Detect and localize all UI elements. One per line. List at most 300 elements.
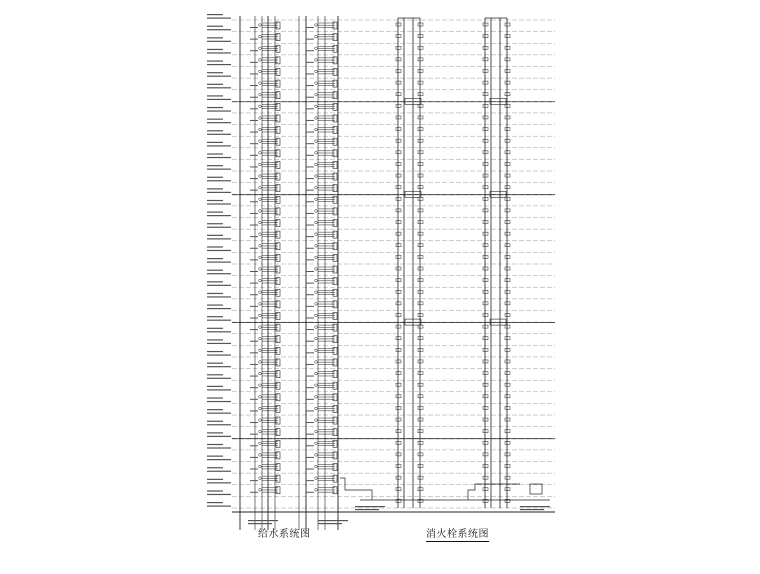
valve-symbol xyxy=(315,128,318,131)
valve-symbol xyxy=(315,140,318,143)
floor-tag xyxy=(207,258,223,259)
fire-hydrant-valve xyxy=(483,348,488,351)
fire-hydrant-valve xyxy=(418,488,423,491)
valve-symbol xyxy=(315,35,318,38)
fire-hydrant-valve xyxy=(505,348,510,351)
valve-symbol xyxy=(259,233,262,236)
fire-hydrant-valve xyxy=(418,221,423,224)
floor-elevation-tag xyxy=(207,308,231,309)
fire-hydrant-valve xyxy=(418,441,423,444)
fire-hydrant-valve xyxy=(483,395,488,398)
pipe-label xyxy=(250,329,258,330)
fire-hydrant-valve xyxy=(505,465,510,468)
fire-hydrant-valve xyxy=(396,209,401,212)
floor-tag xyxy=(207,72,223,73)
fire-hydrant-valve xyxy=(483,337,488,340)
fire-hydrant-valve xyxy=(418,325,423,328)
valve-symbol xyxy=(315,210,318,213)
fire-hydrant-valve xyxy=(505,325,510,328)
fire-hydrant-valve xyxy=(483,244,488,247)
pipe-label xyxy=(306,434,314,435)
floor-elevation-tag xyxy=(207,192,231,193)
fire-hydrant-valve xyxy=(396,221,401,224)
floor-elevation-tag xyxy=(207,482,231,483)
valve-symbol xyxy=(315,372,318,375)
water-inlet-pipe xyxy=(340,478,372,500)
valve-symbol xyxy=(259,361,262,364)
pipe-label xyxy=(306,492,314,493)
valve-symbol xyxy=(315,244,318,247)
floor-tag xyxy=(207,119,223,120)
fire-hydrant-valve xyxy=(418,372,423,375)
pipe-label xyxy=(250,364,258,365)
fire-hydrant-valve xyxy=(483,279,488,282)
pipe-label xyxy=(250,213,258,214)
floor-elevation-tag xyxy=(207,64,231,65)
pipe-label xyxy=(306,469,314,470)
pipe-label xyxy=(306,85,314,86)
fire-hydrant-valve xyxy=(418,23,423,26)
fire-hydrant-valve xyxy=(396,325,401,328)
valve-symbol xyxy=(315,70,318,73)
pipe-label xyxy=(306,248,314,249)
pipe-label xyxy=(250,236,258,237)
fire-hydrant-valve xyxy=(396,383,401,386)
floor-tag xyxy=(207,26,223,27)
fire-hydrant-valve xyxy=(483,418,488,421)
fire-hydrant-valve xyxy=(418,383,423,386)
pipe-label xyxy=(306,213,314,214)
pipe-label xyxy=(250,480,258,481)
fire-hydrant-valve xyxy=(396,418,401,421)
valve-symbol xyxy=(315,337,318,340)
floor-tag xyxy=(207,188,223,189)
fire-hydrant-valve xyxy=(418,93,423,96)
floor-elevation-tag xyxy=(207,87,231,88)
valve-symbol xyxy=(315,221,318,224)
pipe-label xyxy=(250,294,258,295)
floor-tag xyxy=(207,363,223,364)
pipe-label xyxy=(250,132,258,133)
floor-elevation-tag xyxy=(207,134,231,135)
valve-symbol xyxy=(315,419,318,422)
floor-tag xyxy=(207,386,223,387)
valve-symbol xyxy=(259,488,262,491)
fire-hydrant-valve xyxy=(505,104,510,107)
fire-hydrant-valve xyxy=(396,151,401,154)
valve-symbol xyxy=(315,396,318,399)
fire-hydrant-valve xyxy=(396,337,401,340)
fire-hydrant-valve xyxy=(396,186,401,189)
valve-symbol xyxy=(259,47,262,50)
floor-tag xyxy=(207,212,223,213)
floor-elevation-tag xyxy=(207,366,231,367)
pipe-label xyxy=(306,480,314,481)
pipe-label xyxy=(306,39,314,40)
fire-hydrant-valve xyxy=(483,406,488,409)
valve-symbol xyxy=(315,105,318,108)
pipe-label xyxy=(306,120,314,121)
fire-hydrant-valve xyxy=(483,488,488,491)
pipe-label xyxy=(306,108,314,109)
valve-symbol xyxy=(259,326,262,329)
floor-elevation-tag xyxy=(207,273,231,274)
valve-symbol xyxy=(315,198,318,201)
fire-hydrant-valve xyxy=(505,35,510,38)
fire-hydrant-valve xyxy=(505,453,510,456)
pipe-label xyxy=(250,39,258,40)
water-supply-diagram-title: 给水系统图 xyxy=(258,529,311,540)
pipe-label xyxy=(306,50,314,51)
valve-symbol xyxy=(315,430,318,433)
fire-hydrant-valve xyxy=(418,104,423,107)
fire-hydrant-valve xyxy=(396,232,401,235)
floor-tag xyxy=(207,246,223,247)
fire-hydrant-valve xyxy=(505,174,510,177)
valve-symbol xyxy=(315,303,318,306)
pipe-label xyxy=(250,50,258,51)
fire-hydrant-valve xyxy=(418,128,423,131)
pipe-label xyxy=(306,457,314,458)
fire-hydrant-valve xyxy=(396,430,401,433)
floor-elevation-tag xyxy=(207,18,231,19)
fire-hydrant-valve xyxy=(505,302,510,305)
fire-hydrant-valve xyxy=(505,23,510,26)
pipe-label xyxy=(306,259,314,260)
fire-hydrant-valve xyxy=(418,313,423,316)
pipe-label xyxy=(250,259,258,260)
fire-hydrant-valve xyxy=(483,313,488,316)
fire-hydrant-valve xyxy=(396,441,401,444)
floor-elevation-tag xyxy=(207,110,231,111)
fire-hydrant-valve xyxy=(505,279,510,282)
fire-hydrant-valve xyxy=(396,93,401,96)
valve-symbol xyxy=(315,47,318,50)
pipe-label xyxy=(250,376,258,377)
fire-hydrant-valve xyxy=(418,174,423,177)
valve-symbol xyxy=(259,35,262,38)
pump-connector-symbol xyxy=(530,484,542,494)
fire-hydrant-valve xyxy=(505,81,510,84)
pipe-label xyxy=(306,62,314,63)
pipe-label xyxy=(250,108,258,109)
fire-hydrant-valve xyxy=(396,267,401,270)
valve-symbol xyxy=(259,396,262,399)
fire-hydrant-valve xyxy=(418,58,423,61)
floor-tag xyxy=(207,37,223,38)
fire-hydrant-valve xyxy=(483,290,488,293)
floor-tag xyxy=(207,444,223,445)
floor-tag xyxy=(207,142,223,143)
fire-hydrant-valve xyxy=(418,35,423,38)
floor-tag xyxy=(207,502,223,503)
fire-hydrant-valve xyxy=(483,465,488,468)
fire-hydrant-valve xyxy=(505,221,510,224)
valve-symbol xyxy=(259,152,262,155)
fire-hydrant-valve xyxy=(483,151,488,154)
valve-symbol xyxy=(259,70,262,73)
fire-hydrant-valve xyxy=(483,116,488,119)
fire-inlet-pipe xyxy=(468,484,520,500)
pipe-label xyxy=(250,399,258,400)
floor-tag xyxy=(207,409,223,410)
fire-hydrant-valve xyxy=(418,116,423,119)
floor-elevation-tag xyxy=(207,145,231,146)
pipe-label xyxy=(250,283,258,284)
floor-tag xyxy=(207,270,223,271)
valve-symbol xyxy=(315,361,318,364)
floor-elevation-tag xyxy=(207,424,231,425)
valve-symbol xyxy=(259,175,262,178)
pipe-label xyxy=(306,178,314,179)
fire-hydrant-valve xyxy=(483,209,488,212)
pipe-label xyxy=(250,317,258,318)
fire-hydrant-valve xyxy=(418,453,423,456)
fire-hydrant-valve xyxy=(483,302,488,305)
pipe-label xyxy=(306,329,314,330)
floor-elevation-tag xyxy=(207,169,231,170)
fire-hydrant-valve xyxy=(505,337,510,340)
fire-hydrant-valve xyxy=(483,58,488,61)
floor-elevation-tag xyxy=(207,343,231,344)
fire-hydrant-valve xyxy=(505,488,510,491)
floor-tag xyxy=(207,479,223,480)
fire-hydrant-valve xyxy=(505,313,510,316)
pipe-label xyxy=(306,155,314,156)
valve-symbol xyxy=(315,465,318,468)
fire-hydrant-valve xyxy=(505,232,510,235)
valve-symbol xyxy=(259,105,262,108)
fire-hydrant-valve xyxy=(418,151,423,154)
floor-tag xyxy=(207,223,223,224)
valve-symbol xyxy=(259,454,262,457)
fire-hydrant-valve xyxy=(418,197,423,200)
pipe-label xyxy=(250,434,258,435)
floor-elevation-tag xyxy=(207,238,231,239)
valve-symbol xyxy=(259,419,262,422)
fire-hydrant-valve xyxy=(505,290,510,293)
valve-symbol xyxy=(315,24,318,27)
floor-tag xyxy=(207,130,223,131)
fire-hydrant-valve xyxy=(483,453,488,456)
pipe-label xyxy=(250,248,258,249)
valve-symbol xyxy=(259,279,262,282)
floor-tag xyxy=(207,316,223,317)
fire-hydrant-valve xyxy=(483,441,488,444)
floor-elevation-tag xyxy=(207,331,231,332)
pipe-label xyxy=(250,73,258,74)
floor-tag xyxy=(207,153,223,154)
floor-elevation-tag xyxy=(207,389,231,390)
valve-symbol xyxy=(315,477,318,480)
pipe-label xyxy=(250,97,258,98)
floor-elevation-tag xyxy=(207,494,231,495)
fire-hydrant-valve xyxy=(483,221,488,224)
fire-hydrant-valve xyxy=(505,209,510,212)
pipe-label xyxy=(250,143,258,144)
valve-symbol xyxy=(259,186,262,189)
valve-symbol xyxy=(259,477,262,480)
pipe-label xyxy=(250,352,258,353)
valve-symbol xyxy=(315,488,318,491)
floor-tag xyxy=(207,281,223,282)
valve-symbol xyxy=(315,291,318,294)
floor-tag xyxy=(207,432,223,433)
pipe-label xyxy=(306,364,314,365)
fire-hydrant-valve xyxy=(505,151,510,154)
fire-hydrant-valve xyxy=(396,162,401,165)
pipe-label xyxy=(306,376,314,377)
fire-hydrant-valve xyxy=(418,232,423,235)
pipe-label xyxy=(306,97,314,98)
fire-hydrant-valve xyxy=(396,302,401,305)
valve-symbol xyxy=(315,59,318,62)
pipe-label xyxy=(306,445,314,446)
floor-elevation-tag xyxy=(207,401,231,402)
pipe-label xyxy=(306,143,314,144)
fire-hydrant-valve xyxy=(396,23,401,26)
valve-symbol xyxy=(259,93,262,96)
pipe-label xyxy=(306,283,314,284)
fire-hydrant-valve xyxy=(418,209,423,212)
fire-hydrant-valve xyxy=(418,69,423,72)
fire-hydrant-valve xyxy=(396,244,401,247)
pipe-label xyxy=(250,387,258,388)
fire-hydrant-valve xyxy=(483,383,488,386)
fire-hydrant-valve xyxy=(418,360,423,363)
fire-hydrant-valve xyxy=(396,395,401,398)
fire-hydrant-valve xyxy=(418,465,423,468)
valve-symbol xyxy=(259,314,262,317)
fire-hydrant-valve xyxy=(505,197,510,200)
floor-tag xyxy=(207,351,223,352)
pipe-label xyxy=(306,306,314,307)
fire-hydrant-valve xyxy=(396,197,401,200)
fire-hydrant-valve xyxy=(418,348,423,351)
floor-tag xyxy=(207,60,223,61)
fire-hydrant-valve xyxy=(396,35,401,38)
valve-symbol xyxy=(259,303,262,306)
fire-hydrant-valve xyxy=(396,465,401,468)
pipe-label xyxy=(306,271,314,272)
valve-symbol xyxy=(315,186,318,189)
pipe-label xyxy=(306,410,314,411)
pipe-label xyxy=(306,190,314,191)
valve-symbol xyxy=(259,117,262,120)
pipe-label xyxy=(250,27,258,28)
valve-symbol xyxy=(259,163,262,166)
fire-hydrant-valve xyxy=(483,128,488,131)
fire-hydrant-valve xyxy=(418,267,423,270)
floor-elevation-tag xyxy=(207,180,231,181)
fire-hydrant-valve xyxy=(396,46,401,49)
fire-hydrant-valve xyxy=(505,93,510,96)
pipe-note-label xyxy=(520,509,544,510)
fire-hydrant-valve xyxy=(396,174,401,177)
valve-symbol xyxy=(259,372,262,375)
pipe-label xyxy=(250,445,258,446)
fire-hydrant-valve xyxy=(483,372,488,375)
fire-hydrant-valve xyxy=(483,162,488,165)
valve-symbol xyxy=(259,384,262,387)
pipe-label xyxy=(250,85,258,86)
fire-hydrant-valve xyxy=(396,279,401,282)
pipe-label xyxy=(306,201,314,202)
pipe-note-label xyxy=(248,520,278,521)
fire-hydrant-valve xyxy=(418,244,423,247)
fire-hydrant-valve xyxy=(418,279,423,282)
valve-symbol xyxy=(315,314,318,317)
valve-symbol xyxy=(259,24,262,27)
pipe-label xyxy=(306,422,314,423)
floor-elevation-tag xyxy=(207,262,231,263)
pipe-label xyxy=(250,492,258,493)
fire-hydrant-valve xyxy=(396,69,401,72)
floor-elevation-tag xyxy=(207,227,231,228)
pipe-label xyxy=(306,352,314,353)
fire-hydrant-valve xyxy=(396,290,401,293)
pipe-label xyxy=(306,387,314,388)
pipe-label xyxy=(250,190,258,191)
pipe-label xyxy=(250,166,258,167)
floor-tag xyxy=(207,421,223,422)
pipe-note-label xyxy=(520,506,550,507)
floor-tag xyxy=(207,304,223,305)
valve-symbol xyxy=(259,198,262,201)
fire-hydrant-valve xyxy=(505,162,510,165)
valve-symbol xyxy=(259,128,262,131)
pipe-label xyxy=(250,155,258,156)
valve-symbol xyxy=(259,210,262,213)
fire-hydrant-valve xyxy=(505,255,510,258)
floor-tag xyxy=(207,49,223,50)
floor-tag xyxy=(207,235,223,236)
pipe-label xyxy=(306,73,314,74)
fire-hydrant-valve xyxy=(418,255,423,258)
floor-tag xyxy=(207,107,223,108)
pipe-note-label xyxy=(318,523,342,524)
fire-hydrant-valve xyxy=(418,290,423,293)
pipe-label xyxy=(250,178,258,179)
fire-hydrant-valve xyxy=(483,35,488,38)
floor-elevation-tag xyxy=(207,459,231,460)
fire-hydrant-valve xyxy=(418,302,423,305)
valve-symbol xyxy=(315,82,318,85)
floor-tag xyxy=(207,328,223,329)
valve-symbol xyxy=(259,82,262,85)
valve-symbol xyxy=(315,442,318,445)
floor-elevation-tag xyxy=(207,378,231,379)
pipe-note-label xyxy=(318,520,348,521)
floor-elevation-tag xyxy=(207,436,231,437)
fire-hydrant-valve xyxy=(483,197,488,200)
floor-tag xyxy=(207,200,223,201)
floor-tag xyxy=(207,397,223,398)
valve-symbol xyxy=(259,256,262,259)
fire-hydrant-valve xyxy=(505,139,510,142)
floor-tag xyxy=(207,14,223,15)
valve-symbol xyxy=(315,256,318,259)
fire-hydrant-valve xyxy=(505,128,510,131)
fire-hydrant-valve xyxy=(483,46,488,49)
valve-symbol xyxy=(259,291,262,294)
valve-symbol xyxy=(315,407,318,410)
floor-elevation-tag xyxy=(207,320,231,321)
pipe-label xyxy=(250,120,258,121)
fire-hydrant-valve xyxy=(483,186,488,189)
fire-hydrant-valve xyxy=(483,139,488,142)
floor-tag xyxy=(207,177,223,178)
